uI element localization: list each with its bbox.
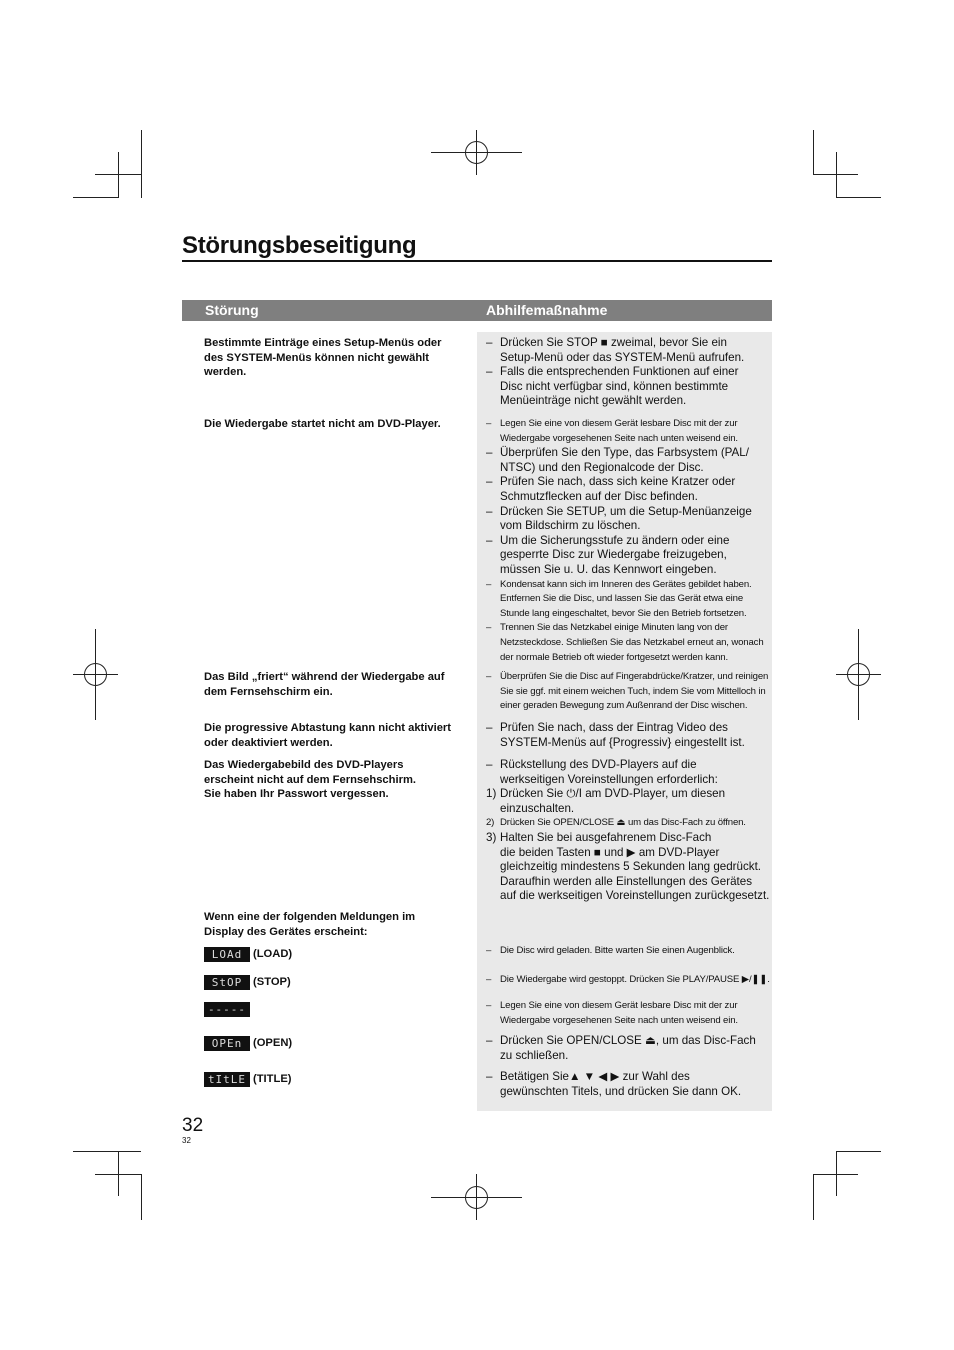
solution-list bbox=[486, 336, 770, 409]
list-item: – Um die Sicherungsstufe zu ändern oder eine gesperrte Disc zur Wiedergabe freizugeben, müssen Sie u. U. das Kennwort eingeben. bbox=[486, 533, 730, 576]
list-item: – Legen Sie eine von diesem Gerät lesbare Disc mit der zur Wiedergabe vorgesehenen Seite nach unten weisend ein. bbox=[486, 418, 738, 444]
solution-list bbox=[486, 721, 770, 750]
list-item: – Prüfen Sie nach, dass der Eintrag Video des SYSTEM-Menüs auf {Progressiv} eingestellt ist. bbox=[486, 721, 745, 749]
solution-list bbox=[486, 417, 770, 665]
lcd-display-open: OPEn bbox=[204, 1036, 250, 1051]
list-item: – Trennen Sie das Netzkabel einige Minuten lang von der Netzsteckdose. Schließen Sie das Netzkabel erneut an, wonach der normale Betrieb oft wieder fortgesetzt werden kann. bbox=[486, 622, 764, 663]
page-number: 32 bbox=[182, 1115, 204, 1136]
list-item: – Überprüfen Sie den Type, das Farbsystem (PAL/ NTSC) und den Regionalcode der Disc. bbox=[486, 446, 749, 474]
message-label: (STOP) bbox=[253, 976, 291, 988]
page-title: Störungsbeseitigung bbox=[182, 232, 417, 259]
message-solution: – Die Disc wird geladen. Bitte warten Sie einen Augenblick. bbox=[486, 945, 735, 956]
lcd-display-title: tItLE bbox=[204, 1072, 250, 1087]
solution-list bbox=[486, 670, 770, 714]
message-solution: – Legen Sie eine von diesem Gerät lesbare Disc mit der zur Wiedergabe vorgesehenen Seite nach unten weisend ein. bbox=[486, 1000, 738, 1026]
list-item: 2) Drücken Sie OPEN/CLOSE ⏏ um das Disc-Fach zu öffnen. bbox=[486, 817, 746, 829]
problem-text: Das Wiedergabebild des DVD-Players erscheint nicht auf dem Fernsehschirm. Sie haben Ihr Passwort vergessen. bbox=[204, 759, 416, 801]
message-solution: – Die Wiedergabe wird gestoppt. Drücken Sie PLAY/PAUSE ▶/❚❚. bbox=[486, 974, 770, 985]
problem-text: Das Bild „friert“ während der Wiedergabe auf dem Fernsehschirm ein. bbox=[204, 671, 445, 698]
page-number-small: 32 bbox=[182, 1136, 191, 1145]
list-item: 1) Drücken Sie ⏻/I am DVD-Player, um diesen einzuschalten. bbox=[486, 787, 726, 815]
problem-text: Die Wiedergabe startet nicht am DVD-Player. bbox=[204, 418, 441, 430]
list-item: – Prüfen Sie nach, dass sich keine Kratzer oder Schmutzflecken auf der Disc befinden. bbox=[486, 475, 736, 503]
list-item: – Überprüfen Sie die Disc auf Fingerabdrücke/Kratzer, und reinigen Sie sie ggf. mit einem weichen Tuch, indem Sie vom Mittelloch in einer geraden Bewegung zum Außenrand der Disc wischen. bbox=[486, 671, 769, 712]
message-solution: – Betätigen Sie▲ ▼ ◀ ▶ zur Wahl des gewünschten Titels, und drücken Sie dann OK. bbox=[486, 1070, 742, 1098]
list-item: – Falls die entsprechenden Funktionen auf einer Disc nicht verfügbar sind, können bestimmte Menüeinträge nicht gewählt werden. bbox=[486, 365, 739, 408]
problem-text: Bestimmte Einträge eines Setup-Menüs oder des SYSTEM-Menüs können nicht gewählt werden. bbox=[204, 337, 442, 379]
message-label: (TITLE) bbox=[253, 1073, 292, 1085]
table-header bbox=[182, 300, 772, 321]
problem-text: Die progressive Abtastung kann nicht aktiviert oder deaktiviert werden. bbox=[204, 722, 452, 749]
list-item: – Kondensat kann sich im Inneren des Gerätes gebildet haben. Entfernen Sie die Disc, und lassen Sie das Gerät etwa eine Stunde lang eingeschaltet, bevor Sie den Betrieb fortsetzen. bbox=[486, 578, 752, 619]
list-item: 3) Halten Sie bei ausgefahrenem Disc-Fach die beiden Tasten ■ und ▶ am DVD-Player gleichzeitig mindestens 5 Sekunden lang gedrückt. Daraufhin werden alle Einstellungen des Gerätes auf die werkseitigen Voreinstellungen zurückgesetzt. bbox=[486, 830, 770, 903]
header-solution: Abhilfemaßnahme bbox=[486, 302, 608, 318]
lcd-display-stop: StOP bbox=[204, 975, 250, 990]
message-solution: – Drücken Sie OPEN/CLOSE ⏏, um das Disc-Fach zu schließen. bbox=[486, 1034, 756, 1062]
list-item: – Rückstellung des DVD-Players auf die werkseitigen Voreinstellungen erforderlich: bbox=[486, 758, 718, 786]
header-problem: Störung bbox=[205, 302, 259, 318]
solution-list bbox=[486, 758, 770, 904]
lcd-display-load: LOAd bbox=[204, 947, 250, 962]
message-label: (OPEN) bbox=[253, 1037, 293, 1049]
title-rule bbox=[182, 260, 772, 262]
list-item: – Drücken Sie STOP ■ zweimal, bevor Sie ein Setup-Menü oder das SYSTEM-Menü aufrufen. bbox=[486, 336, 745, 364]
message-label: (LOAD) bbox=[253, 948, 293, 960]
list-item: – Drücken Sie SETUP, um die Setup-Menüanzeige vom Bildschirm zu löschen. bbox=[486, 504, 752, 533]
messages-intro: Wenn eine der folgenden Meldungen im Display des Gerätes erscheint: bbox=[204, 911, 416, 938]
lcd-display-dashes: ----- bbox=[204, 1002, 250, 1017]
